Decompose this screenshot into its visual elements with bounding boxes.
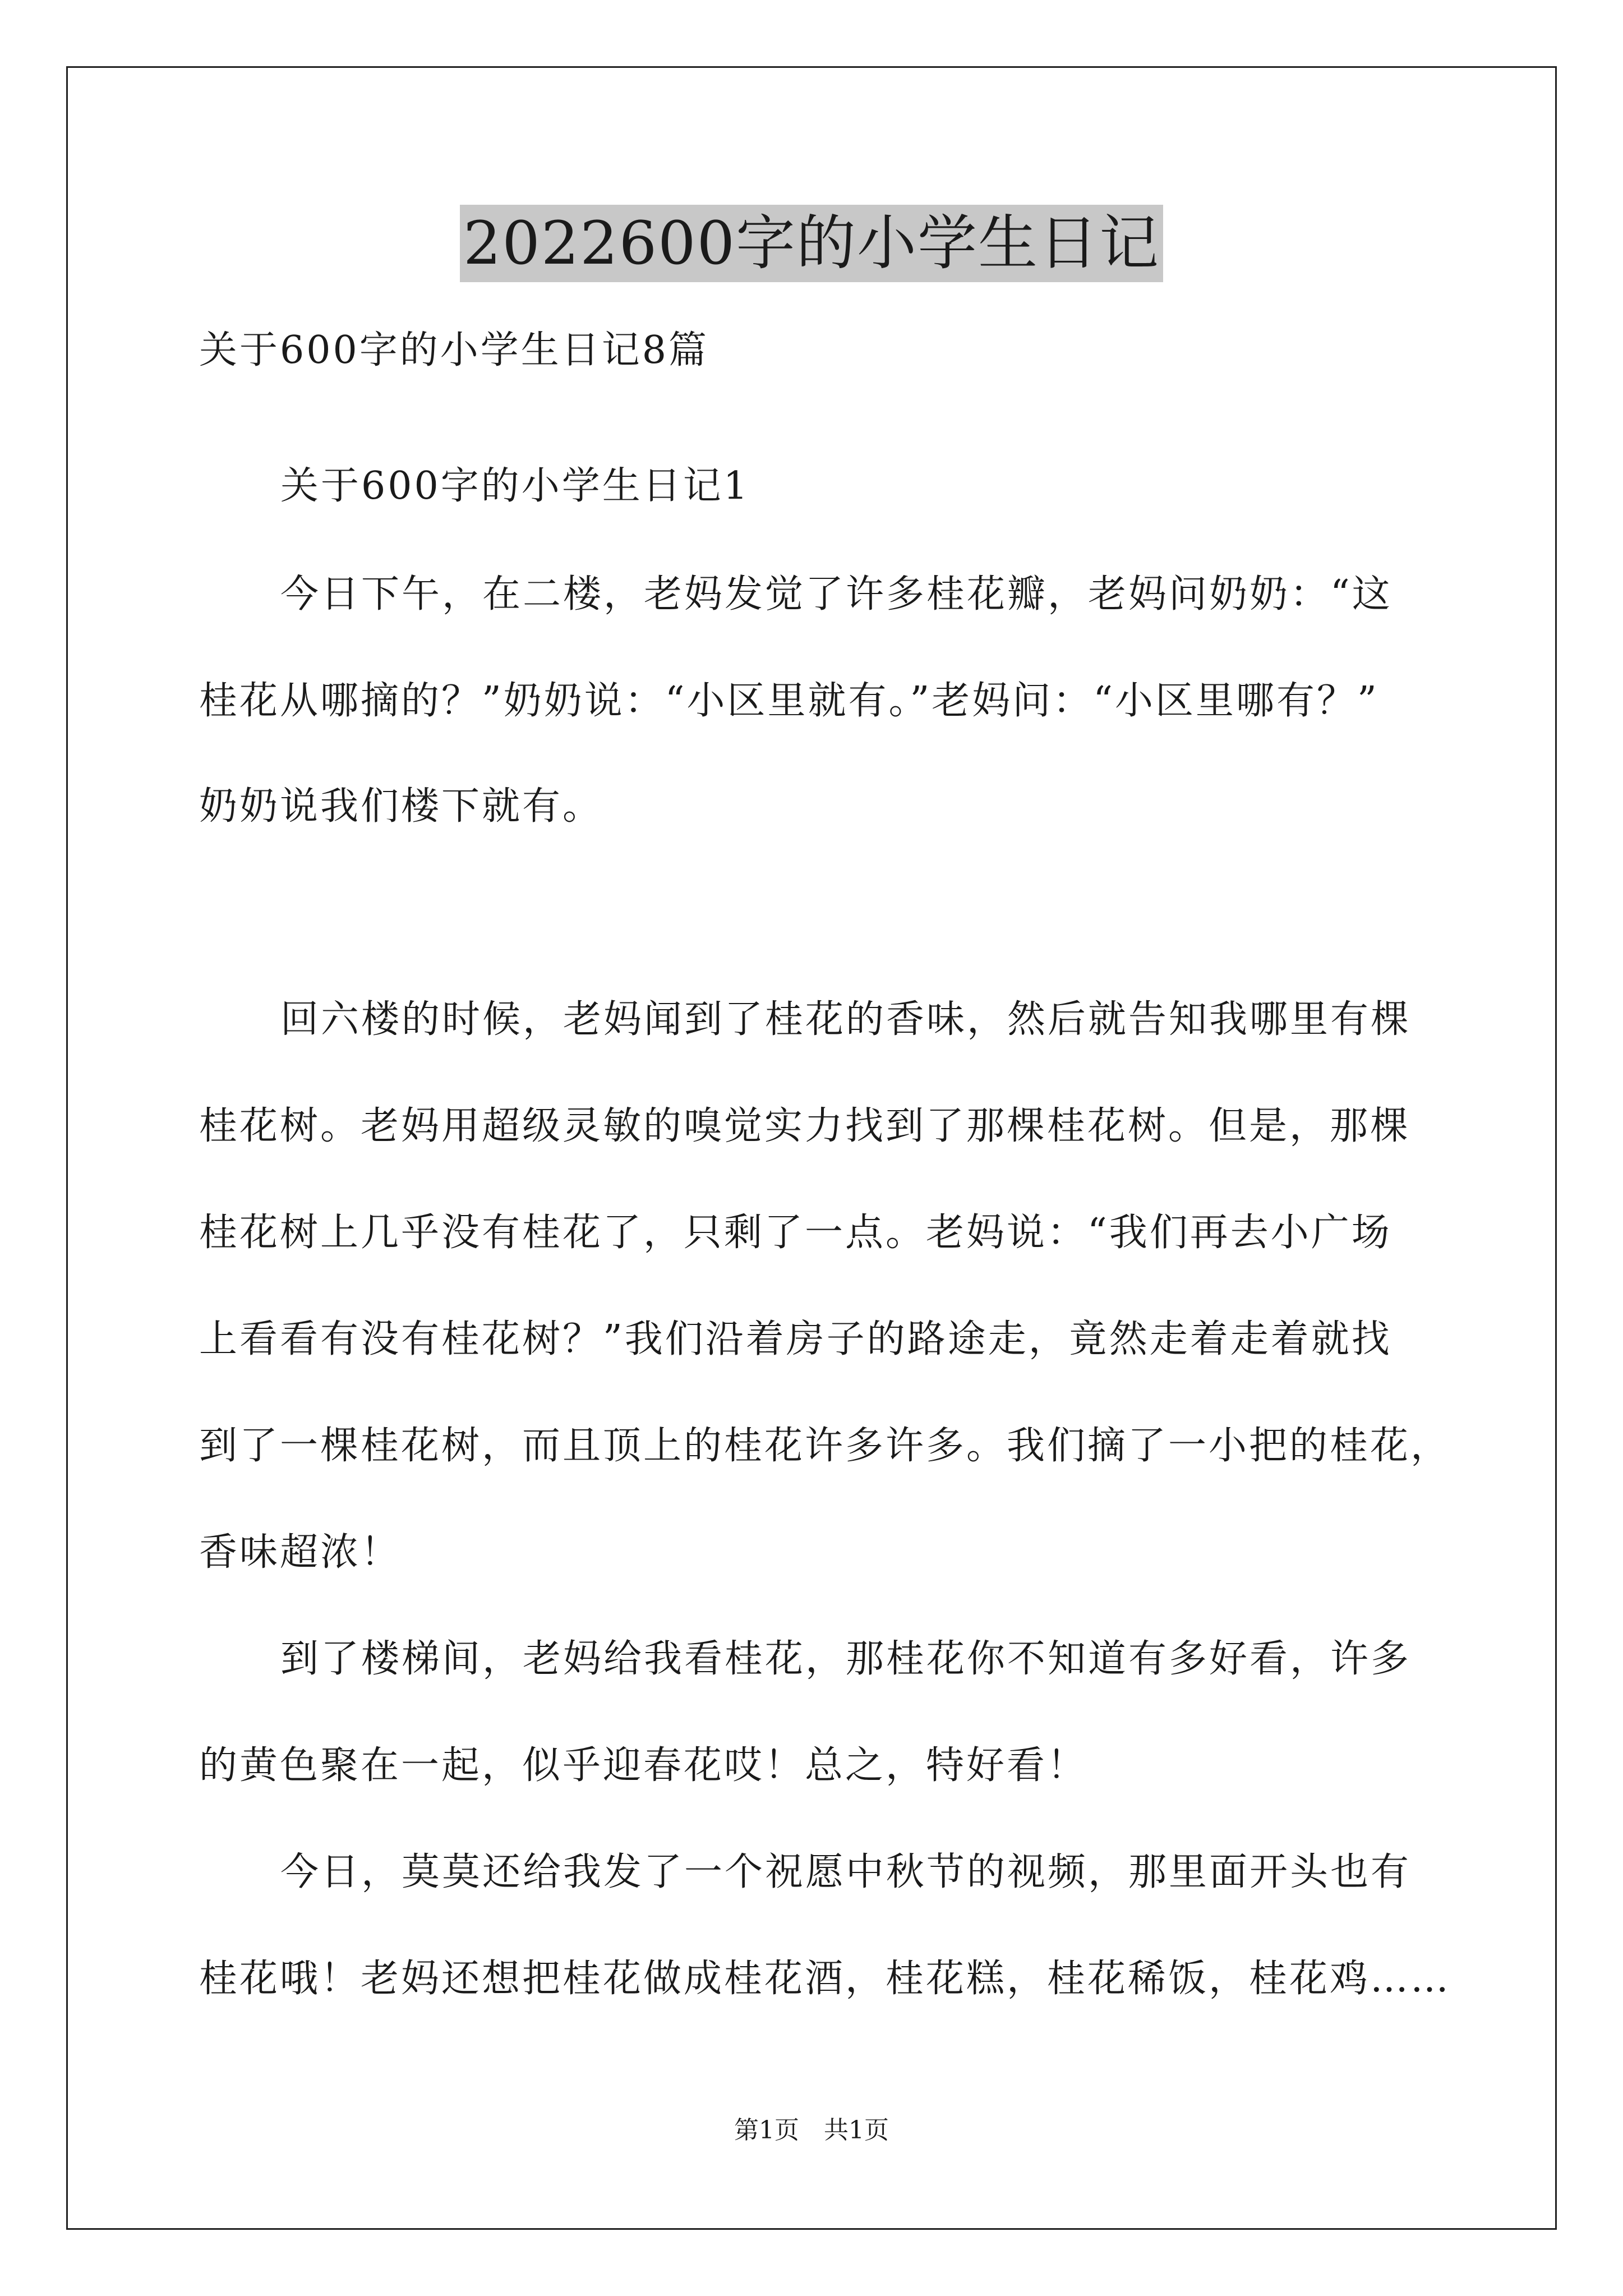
paragraph-line: 的黄色聚在一起，似乎迎春花哎！总之，特好看！ <box>199 1743 1088 1788</box>
paragraph-line: 到了楼梯间，老妈给我看桂花，那桂花你不知道有多好看，许多 <box>280 1637 1412 1681</box>
paragraph-line: 今日，莫莫还给我发了一个祝愿中秋节的视频，那里面开头也有 <box>280 1850 1412 1894</box>
document-subtitle: 关于600字的小学生日记8篇 <box>199 328 709 372</box>
paragraph-line: 上看看有没有桂花树？”我们沿着房子的路途走，竟然走着走着就找 <box>199 1317 1392 1361</box>
section-heading: 关于600字的小学生日记1 <box>280 464 750 508</box>
paragraph-line: 桂花哦！老妈还想把桂花做成桂花酒，桂花糕，桂花稀饭，桂花鸡…… <box>199 1957 1451 2001</box>
paragraph-line: 桂花从哪摘的？”奶奶说：“小区里就有。”老妈问：“小区里哪有？” <box>199 679 1379 723</box>
paragraph-line: 桂花树。老妈用超级灵敏的嗅觉实力找到了那棵桂花树。但是，那棵 <box>199 1104 1411 1148</box>
paragraph-line: 到了一棵桂花树，而且顶上的桂花许多许多。我们摘了一小把的桂花， <box>199 1424 1451 1468</box>
title-container <box>0 205 1623 282</box>
paragraph-line: 回六楼的时候，老妈闻到了桂花的香味，然后就告知我哪里有棵 <box>280 997 1412 1042</box>
document-title: 2022600字的小学生日记 <box>460 205 1163 282</box>
page-footer: 第1页 共1页 <box>734 2116 889 2145</box>
paragraph-line: 奶奶说我们楼下就有。 <box>199 784 603 829</box>
paragraph-line: 桂花树上几乎没有桂花了，只剩了一点。老妈说：“我们再去小广场 <box>199 1211 1392 1255</box>
paragraph-line: 今日下午，在二楼，老妈发觉了许多桂花瓣，老妈问奶奶：“这 <box>280 572 1393 616</box>
paragraph-line: 香味超浓！ <box>199 1530 402 1575</box>
